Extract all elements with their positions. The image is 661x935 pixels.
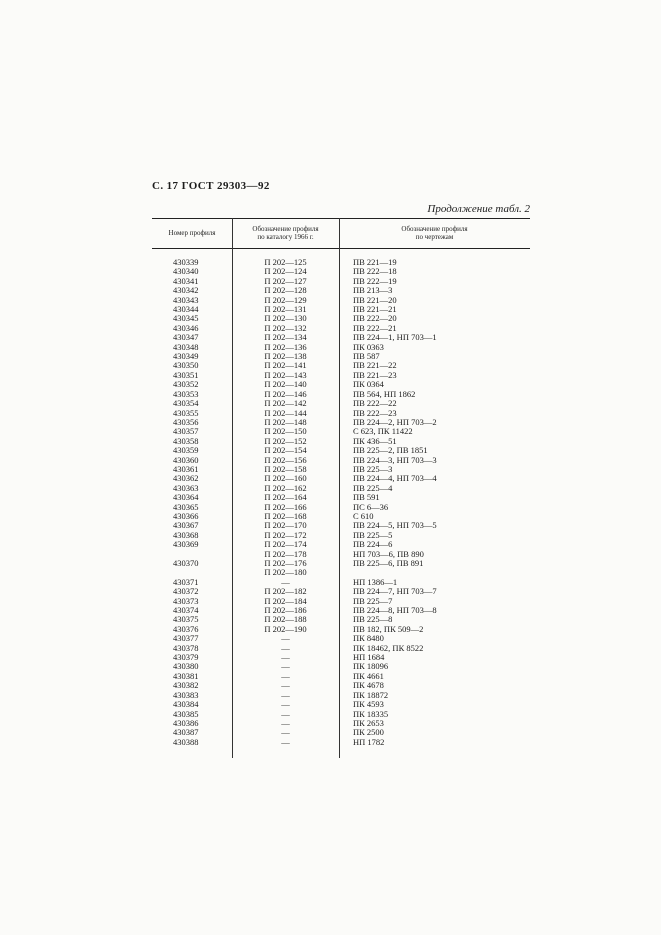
catalog-designation-cell: П 202—136	[264, 341, 307, 352]
profile-number-cell: 430373	[173, 595, 199, 606]
drawing-designation-cell: ПВ 182, ПК 509—2	[353, 623, 424, 634]
profile-number-cell: 430339	[173, 257, 199, 267]
drawing-designation-cell: ПВ 587	[353, 351, 380, 362]
table-row	[152, 615, 530, 624]
catalog-designation-cell: П 202—160	[264, 473, 307, 484]
column-header-text: Обозначение профиля	[401, 225, 468, 233]
column-header-profile-number	[152, 218, 232, 248]
column-header-text: по чертежам	[415, 233, 454, 241]
table-row	[152, 540, 530, 549]
drawing-designation-cell: ПВ 225—8	[353, 614, 393, 625]
drawing-designation-cell: ПК 436—51	[353, 435, 397, 446]
table-row	[152, 503, 530, 512]
drawing-designation-cell: НП 703—6, ПВ 890	[353, 548, 424, 559]
drawing-designation-cell: НП 1782	[353, 736, 385, 747]
catalog-designation-cell: П 202—186	[264, 605, 307, 616]
drawing-designation-cell: ПК 0363	[353, 341, 384, 352]
catalog-designation-cell: П 202—148	[264, 416, 307, 427]
table-row	[152, 578, 530, 587]
table-row	[152, 314, 530, 323]
table-row	[152, 277, 530, 286]
table-row	[152, 333, 530, 342]
table-row	[152, 653, 530, 662]
catalog-designation-cell: П 202—166	[264, 501, 307, 512]
profile-number-cell: 430370	[173, 558, 199, 568]
drawing-designation-cell: ПВ 225—2, ПВ 1851	[353, 445, 428, 456]
catalog-designation-cell: П 202—152	[264, 435, 307, 446]
drawing-designation-cell: ПВ 224—5, НП 703—5	[353, 520, 437, 531]
catalog-designation-cell: П 202—154	[264, 445, 307, 456]
column-header-catalog-designation	[232, 218, 339, 248]
table-row	[152, 493, 530, 502]
catalog-designation-cell: —	[281, 633, 290, 644]
table-header-rule	[152, 248, 530, 249]
table-row	[152, 728, 530, 737]
profile-number-cell: 430382	[173, 680, 199, 691]
table-row	[152, 427, 530, 436]
catalog-designation-cell: —	[281, 642, 290, 653]
column-header-text: Номер профиля	[168, 229, 216, 237]
catalog-designation-cell: П 202—142	[264, 398, 307, 409]
profile-number-cell: 430374	[173, 605, 199, 616]
drawing-designation-cell: ПК 18335	[353, 708, 389, 719]
drawing-designation-cell: С 610	[353, 510, 374, 521]
drawing-designation-cell: ПВ 222—20	[353, 313, 397, 324]
profile-number-cell: 430349	[173, 351, 199, 362]
profile-number-cell: 430341	[173, 275, 199, 286]
table-row	[152, 286, 530, 295]
table-row	[152, 521, 530, 530]
drawing-designation-cell: ПВ 225—5	[353, 529, 393, 540]
profile-number-cell: 430351	[173, 369, 199, 380]
profile-number-cell: 430355	[173, 407, 199, 418]
profile-number-cell: 430353	[173, 388, 199, 399]
table-row	[152, 361, 530, 370]
catalog-designation-cell: —	[281, 699, 290, 710]
table-row	[152, 681, 530, 690]
drawing-designation-cell: ПВ 225—6, ПВ 891	[353, 558, 424, 568]
drawing-designation-cell: ПВ 221—22	[353, 360, 397, 371]
profile-number-cell: 430371	[173, 576, 199, 587]
table-row	[152, 662, 530, 671]
catalog-designation-cell: П 202—134	[264, 332, 307, 343]
drawing-designation-cell: ПК 2500	[353, 727, 384, 738]
profile-number-cell: 430372	[173, 586, 199, 597]
drawing-designation-cell: ПВ 221—21	[353, 304, 397, 315]
profile-number-cell: 430365	[173, 501, 199, 512]
table-row	[152, 352, 530, 361]
catalog-designation-cell: П 202—129	[264, 294, 307, 305]
page-header: С. 17 ГОСТ 29303—92	[152, 180, 270, 192]
catalog-designation-cell: П 202—170	[264, 520, 307, 531]
table-row	[152, 512, 530, 521]
drawing-designation-cell: ПК 0364	[353, 379, 384, 390]
profile-number-cell: 430347	[173, 332, 199, 343]
profile-number-cell: 430357	[173, 426, 199, 437]
catalog-designation-cell: —	[281, 717, 290, 728]
profile-number-cell: 430380	[173, 661, 199, 672]
profile-number-cell: 430342	[173, 285, 199, 296]
table-row	[152, 474, 530, 483]
profile-number-cell: 430348	[173, 341, 199, 352]
catalog-designation-cell: П 202—168	[264, 510, 307, 521]
profile-number-cell: 430360	[173, 454, 199, 465]
drawing-designation-cell: ПС 6—36	[353, 501, 389, 512]
table-row	[152, 691, 530, 700]
catalog-designation-cell: —	[281, 652, 290, 663]
catalog-designation-cell: П 202—124	[264, 266, 307, 277]
catalog-designation-cell: П 202—182	[264, 586, 307, 597]
drawing-designation-cell: ПВ 224—1, НП 703—1	[353, 332, 437, 343]
catalog-designation-cell: П 202—190	[264, 623, 307, 634]
drawing-designation-cell: НП 1386—1	[353, 576, 398, 587]
catalog-designation-cell: П 202—162	[264, 482, 307, 493]
profile-number-cell: 430368	[173, 529, 199, 540]
profile-number-cell: 430340	[173, 266, 199, 277]
drawing-designation-cell: ПВ 222—23	[353, 407, 397, 418]
catalog-designation-cell: П 202—130	[264, 313, 307, 324]
drawing-designation-cell: ПВ 221—23	[353, 369, 397, 380]
table-row	[152, 719, 530, 728]
table-row	[152, 418, 530, 427]
table-row	[152, 258, 530, 267]
drawing-designation-cell: ПК 18872	[353, 689, 389, 700]
table-row	[152, 606, 530, 615]
catalog-designation-cell: П 202—144	[264, 407, 307, 418]
profile-number-cell: 430364	[173, 492, 199, 503]
catalog-designation-cell: П 202—158	[264, 463, 307, 474]
table-row	[152, 437, 530, 446]
table-row	[152, 324, 530, 333]
catalog-designation-cell: П 202—140	[264, 379, 307, 390]
table-row	[152, 568, 530, 577]
drawing-designation-cell: ПК 18462, ПК 8522	[353, 642, 424, 653]
drawing-designation-cell: ПК 8480	[353, 633, 384, 644]
drawing-designation-cell: ПВ 225—7	[353, 595, 393, 606]
drawing-designation-cell: ПВ 222—19	[353, 275, 397, 286]
drawing-designation-cell: НП 1684	[353, 652, 385, 663]
drawing-designation-cell: ПВ 591	[353, 492, 380, 503]
catalog-designation-cell: —	[281, 576, 290, 587]
catalog-designation-cell: П 202—180	[264, 567, 307, 578]
catalog-designation-cell: П 202—141	[264, 360, 307, 371]
table-row	[152, 634, 530, 643]
profile-number-cell: 430387	[173, 727, 199, 738]
table-row	[152, 267, 530, 276]
catalog-designation-cell: —	[281, 736, 290, 747]
catalog-designation-cell: П 202—184	[264, 595, 307, 606]
profile-number-cell: 430381	[173, 670, 199, 681]
column-header-text: Обозначение профиля	[252, 225, 319, 233]
catalog-designation-cell: П 202—188	[264, 614, 307, 625]
table-row	[152, 597, 530, 606]
profile-number-cell: 430377	[173, 633, 199, 644]
profile-number-cell: 430354	[173, 398, 199, 409]
catalog-designation-cell: —	[281, 680, 290, 691]
catalog-designation-cell: П 202—176	[264, 558, 307, 568]
drawing-designation-cell: С 623, ПК 11422	[353, 426, 413, 437]
catalog-designation-cell: П 202—156	[264, 454, 307, 465]
table-row	[152, 559, 530, 568]
catalog-designation-cell: П 202—146	[264, 388, 307, 399]
profile-number-cell: 430362	[173, 473, 199, 484]
profile-number-cell: 430344	[173, 304, 199, 315]
table-row	[152, 446, 530, 455]
catalog-designation-cell: —	[281, 689, 290, 700]
column-header-drawing-designation	[339, 218, 530, 248]
catalog-designation-cell: —	[281, 708, 290, 719]
table-row	[152, 465, 530, 474]
catalog-designation-cell: —	[281, 661, 290, 672]
table-row	[152, 390, 530, 399]
profile-number-cell: 430369	[173, 539, 199, 550]
drawing-designation-cell: ПВ 224—2, НП 703—2	[353, 416, 437, 427]
drawing-designation-cell: ПВ 224—3, НП 703—3	[353, 454, 437, 465]
drawing-designation-cell: ПВ 224—7, НП 703—7	[353, 586, 437, 597]
drawing-designation-cell: ПВ 224—8, НП 703—8	[353, 605, 437, 616]
drawing-designation-cell: ПВ 564, НП 1862	[353, 388, 416, 399]
table-row	[152, 700, 530, 709]
table-row	[152, 738, 530, 747]
profile-number-cell: 430346	[173, 322, 199, 333]
catalog-designation-cell: П 202—178	[264, 548, 307, 559]
table-row	[152, 296, 530, 305]
profile-number-cell: 430345	[173, 313, 199, 324]
profile-number-cell: 430358	[173, 435, 199, 446]
catalog-designation-cell: П 202—128	[264, 285, 307, 296]
table-row	[152, 456, 530, 465]
catalog-designation-cell: П 202—164	[264, 492, 307, 503]
table-row	[152, 399, 530, 408]
profile-number-cell: 430384	[173, 699, 199, 710]
table-row	[152, 531, 530, 540]
catalog-designation-cell: —	[281, 727, 290, 738]
catalog-designation-cell: П 202—132	[264, 322, 307, 333]
drawing-designation-cell: ПВ 221—20	[353, 294, 397, 305]
profile-number-cell: 430361	[173, 463, 199, 474]
table-continuation-label: Продолжение табл. 2	[427, 203, 530, 215]
table-row	[152, 371, 530, 380]
table-row	[152, 625, 530, 634]
profile-number-cell: 430385	[173, 708, 199, 719]
drawing-designation-cell: ПВ 225—4	[353, 482, 393, 493]
profile-number-cell: 430356	[173, 416, 199, 427]
table-row	[152, 343, 530, 352]
drawing-designation-cell: ПК 4593	[353, 699, 384, 710]
profile-number-cell: 430350	[173, 360, 199, 371]
profile-number-cell: 430379	[173, 652, 199, 663]
table-row	[152, 409, 530, 418]
drawing-designation-cell: ПВ 222—22	[353, 398, 397, 409]
profile-number-cell: 430378	[173, 642, 199, 653]
table-row	[152, 380, 530, 389]
table-row	[152, 484, 530, 493]
catalog-designation-cell: П 202—150	[264, 426, 307, 437]
profile-number-cell: 430376	[173, 623, 199, 634]
table-body	[152, 258, 530, 747]
profile-number-cell: 430343	[173, 294, 199, 305]
catalog-designation-cell: —	[281, 670, 290, 681]
table-row	[152, 305, 530, 314]
table-row	[152, 710, 530, 719]
catalog-designation-cell: П 202—125	[264, 257, 307, 267]
drawing-designation-cell: ПВ 213—3	[353, 285, 393, 296]
column-header-text: по каталогу 1966 г.	[257, 233, 314, 241]
profile-number-cell: 430386	[173, 717, 199, 728]
table-row	[152, 587, 530, 596]
drawing-designation-cell: ПК 2653	[353, 717, 384, 728]
profile-number-cell: 430366	[173, 510, 199, 521]
drawing-designation-cell: ПВ 225—3	[353, 463, 393, 474]
profile-number-cell: 430352	[173, 379, 199, 390]
profile-number-cell: 430363	[173, 482, 199, 493]
profile-number-cell: 430359	[173, 445, 199, 456]
drawing-designation-cell: ПВ 221—19	[353, 257, 397, 267]
catalog-designation-cell: П 202—127	[264, 275, 307, 286]
drawing-designation-cell: ПК 4678	[353, 680, 384, 691]
catalog-designation-cell: П 202—138	[264, 351, 307, 362]
drawing-designation-cell: ПВ 222—18	[353, 266, 397, 277]
table-row	[152, 644, 530, 653]
drawing-designation-cell: ПВ 224—6	[353, 539, 393, 550]
table-row	[152, 550, 530, 559]
table-row	[152, 672, 530, 681]
profile-number-cell: 430388	[173, 736, 199, 747]
drawing-designation-cell: ПК 18096	[353, 661, 389, 672]
profiles-table	[152, 218, 530, 758]
profile-number-cell: 430367	[173, 520, 199, 531]
catalog-designation-cell: П 202—172	[264, 529, 307, 540]
catalog-designation-cell: П 202—131	[264, 304, 307, 315]
catalog-designation-cell: П 202—174	[264, 539, 307, 550]
profile-number-cell: 430375	[173, 614, 199, 625]
catalog-designation-cell: П 202—143	[264, 369, 307, 380]
profile-number-cell: 430383	[173, 689, 199, 700]
drawing-designation-cell: ПВ 222—21	[353, 322, 397, 333]
drawing-designation-cell: ПК 4661	[353, 670, 384, 681]
drawing-designation-cell: ПВ 224—4, НП 703—4	[353, 473, 437, 484]
